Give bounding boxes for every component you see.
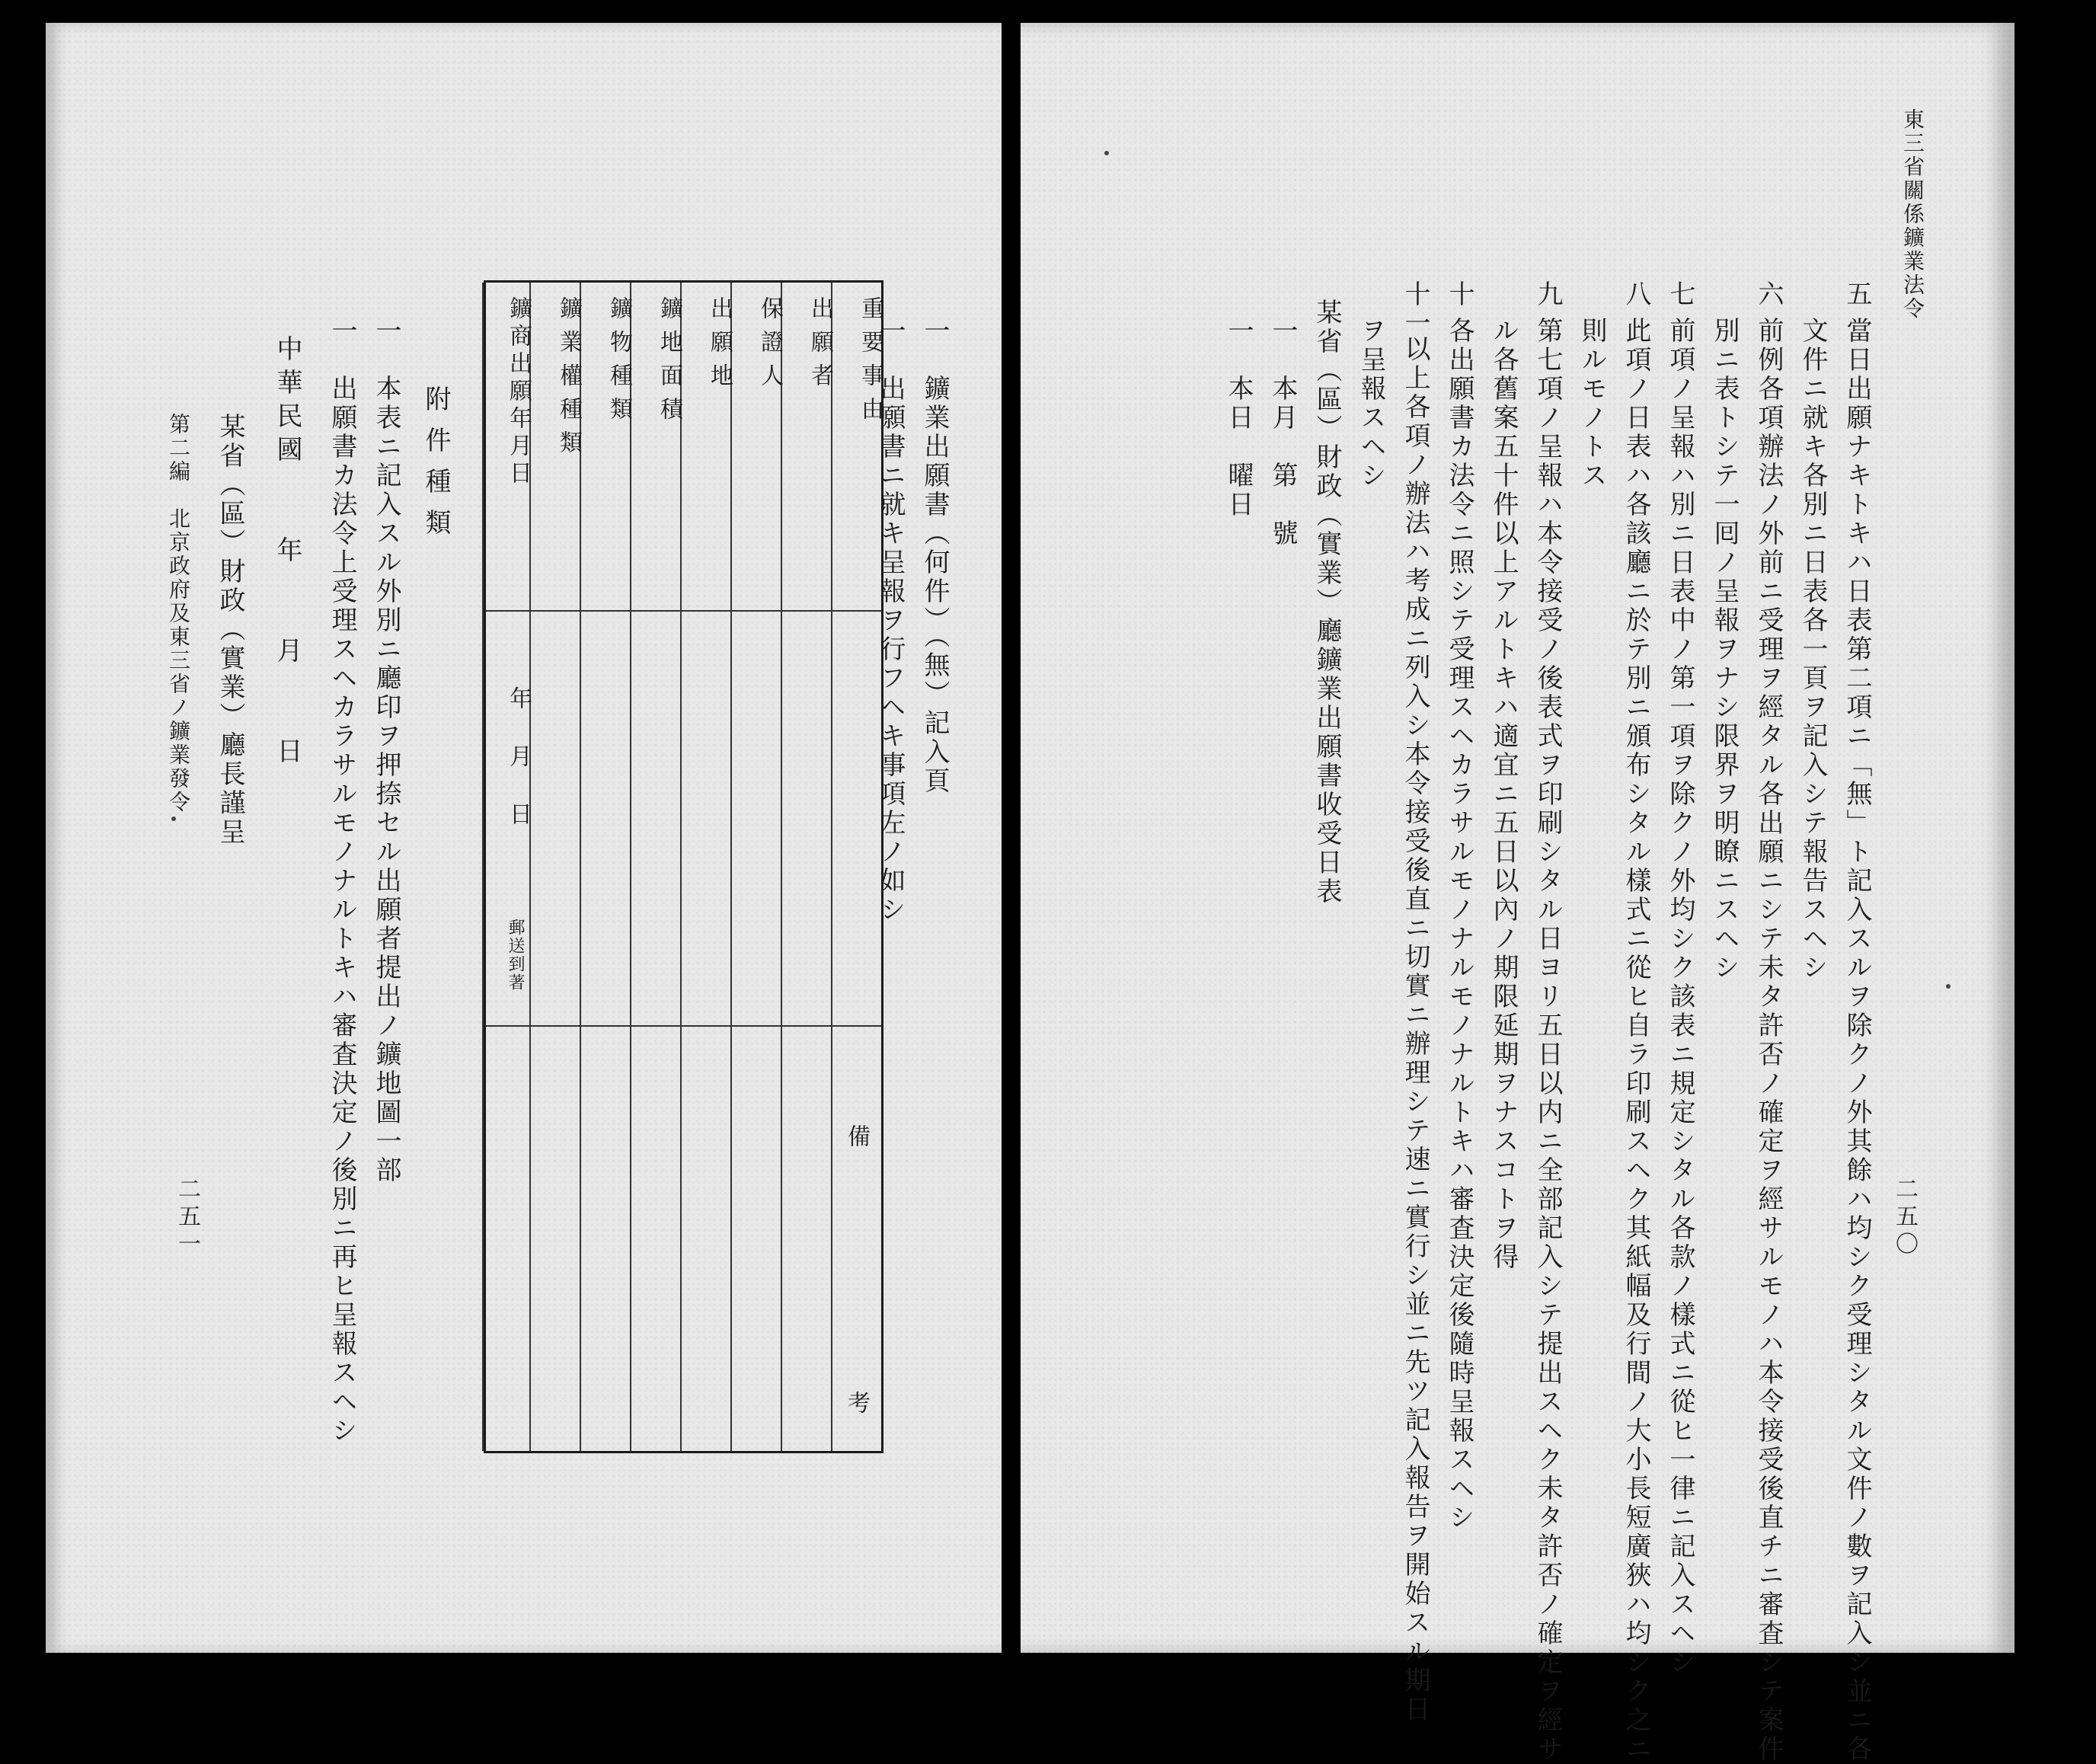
header-area: 鑛地面積	[656, 296, 682, 430]
item-6-line-2: 別ニ表トシテ一囘ノ呈報ヲナシ限界ヲ明瞭ニスヘシ	[1709, 317, 1740, 983]
item-5-number: 五	[1842, 280, 1872, 309]
table-col-right-type	[529, 283, 580, 1451]
footer-title: 第二編 北京政府及東三省ノ鑛業發令	[166, 413, 191, 814]
table-col-guarantor	[730, 283, 781, 1451]
receipt-form-table	[484, 280, 883, 1453]
item-10-line-1: 各出願書カ法令ニ照シテ受理スヘカラサルモノナルモノナルトキハ審査決定後隨時呈報スヘシ	[1444, 317, 1475, 1532]
header-applicant: 出願者	[807, 296, 833, 397]
intro-line-2: 一 出願書ニ就キ呈報ヲ行フヘキ事項左ノ如シ	[875, 317, 906, 925]
date-marks: 年月日	[505, 686, 532, 860]
attachments-title: 附件種類	[420, 385, 451, 550]
intro-line-1: 一 鑛業出願書（何件）（無）記入頁	[919, 317, 950, 796]
speck	[1946, 984, 1951, 989]
item-6-line-1: 前例各項辦法ノ外前ニ受理ヲ經タル各出願ニシテ未タ許否ノ確定ヲ經サルモノハ本令接受後直チニ審査シテ案件	[1753, 317, 1784, 1764]
attachment-line-2: 一 出願書カ法令上受理スヘカラサルモノナルトキハ審査決定ノ後別ニ再ヒ呈報スヘシ	[327, 317, 357, 1446]
item-7-number: 七	[1665, 280, 1695, 309]
table-col-applicant	[781, 283, 831, 1451]
table-col-date	[482, 283, 532, 1451]
item-5-line-1: 當日出願ナキトキハ日表第二項ニ「無」ト記入スルヲ除クノ外其餘ハ均シク受理シタル文件ノ數ヲ記入シ並ニ各	[1842, 317, 1872, 1764]
table-col-area	[630, 283, 680, 1451]
item-8-number: 八	[1621, 280, 1651, 309]
item-9-line-2: ル各舊案五十件以上アルトキハ適宜ニ五日以內ノ期限延期ヲナスコトヲ得	[1488, 317, 1519, 1272]
item-11-line-2: ヲ呈報スヘシ	[1356, 317, 1386, 491]
header-guarantor: 保證人	[756, 296, 783, 397]
table-col-location	[680, 283, 733, 1451]
remarks-label-2: 考	[843, 1391, 870, 1414]
item-11-number: 十一	[1400, 280, 1430, 338]
item-11-line-1: 以上各項ノ辦法ハ考成ニ列入シ本令接受後直ニ切實ニ辦理シテ速ニ實行シ並ニ先ツ記入報告ヲ開始スル期日	[1400, 335, 1430, 1724]
running-title: 東三省關係鑛業法令	[1900, 108, 1925, 321]
form-line-2: 一 本日 曜日	[1223, 317, 1254, 519]
page-number-right: 二五〇	[1891, 1177, 1918, 1259]
item-8-line-1: 此項ノ日表ハ各該廳ニ於テ別ニ頒布シタル樣式ニ從ヒ自ラ印刷スヘク其紙幅及行間ノ大小長短廣狹ハ均シク之ニ	[1621, 317, 1651, 1764]
signature: 某省（區）財政（實業）廳長謹呈	[215, 413, 245, 847]
table-col-mineral	[580, 283, 630, 1451]
form-title: 某省（區）財政（實業）廳鑛業出願書收受日表	[1312, 299, 1342, 906]
speck	[1104, 151, 1109, 155]
header-right-type: 鑛業權種類	[555, 296, 582, 464]
item-9-line-1: 第七項ノ呈報ハ本令接受ノ後表式ヲ印刷シタル日ヨリ五日以内ニ全部記入シテ提出スヘク未タ許否ノ確定ヲ經サ	[1532, 317, 1563, 1764]
date-line: 中華民國 年 月 日	[272, 335, 302, 771]
header-reason: 重要事由	[857, 296, 883, 430]
item-6-number: 六	[1753, 280, 1784, 309]
header-date: 鑛商出願年月日	[505, 296, 532, 488]
attachment-line-1: 一 本表ニ記入スル外別ニ廳印ヲ押捺セル出願者提出ノ鑛地圖一部	[371, 317, 401, 1185]
item-9-number: 九	[1532, 280, 1563, 309]
table-col-reason	[831, 283, 881, 1451]
speck	[171, 816, 176, 821]
postal-label: 郵送到著	[506, 919, 525, 992]
header-mineral: 鑛物種類	[605, 296, 632, 430]
header-location: 出願地	[706, 296, 733, 397]
item-10-number: 十	[1444, 280, 1475, 309]
remarks-label-1: 備	[843, 1124, 870, 1147]
item-7-line-1: 前項ノ呈報ハ別ニ日表中ノ第一項ヲ除クノ外均シク該表ニ規定シタル各款ノ樣式ニ從ヒ一律ニ記入スヘシ	[1665, 317, 1695, 1677]
page-number-left: 二五一	[174, 1177, 200, 1259]
form-line-1: 一 本月 第 號	[1267, 317, 1298, 548]
item-8-line-2: 則ルモノトス	[1577, 317, 1607, 491]
item-5-line-2: 文件ニ就キ各別ニ日表各一頁ヲ記入シテ報告スヘシ	[1797, 317, 1828, 983]
right-page	[1021, 23, 2015, 1764]
left-page	[46, 23, 1002, 1653]
